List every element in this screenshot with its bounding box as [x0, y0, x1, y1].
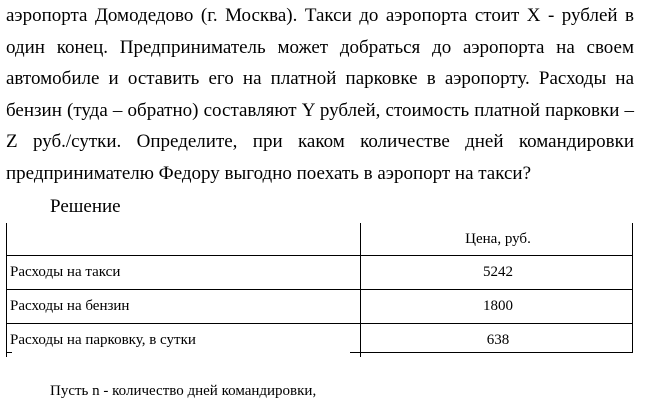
- paragraph-line: предпринимателю Федору выгодно поехать в аэропорт на такси?: [6, 162, 532, 184]
- paragraph-line: бензин (туда – обратно) составляют Y рублей, стоимость платной парковки –: [6, 99, 634, 121]
- table-right-border: [632, 223, 633, 352]
- table-header-row: [7, 223, 633, 256]
- table-row: [7, 290, 633, 324]
- paragraph-line: один конец. Предприниматель может добраться до аэропорта на своем: [6, 36, 634, 58]
- row-value: 5242: [361, 256, 633, 290]
- row-label: Расходы на парковку, в сутки: [7, 324, 361, 358]
- row-label: Расходы на бензин: [7, 290, 361, 324]
- row-value: 1800: [361, 290, 633, 324]
- row-label: Расходы на такси: [7, 256, 361, 290]
- table-header-cell: Цена, руб.: [361, 223, 633, 256]
- row-value: 638: [361, 324, 633, 358]
- table-header-cell: [7, 223, 361, 256]
- table-bottom-border: [350, 352, 633, 353]
- solution-heading: Решение: [50, 196, 121, 217]
- paragraph-line: аэропорта Домодедово (г. Москва). Такси до аэропорта стоит X - рублей в: [6, 5, 634, 26]
- paragraph-line: автомобиле и оставить его на платной парковке в аэропорту. Расходы на: [6, 68, 634, 90]
- problem-paragraph: [6, 0, 634, 190]
- table-bottom-border-left: [6, 352, 12, 353]
- paragraph-line: Z руб./сутки. Определите, при каком количестве дней командировки: [6, 131, 634, 153]
- footer-text: Пусть n - количество дней командировки,: [50, 383, 317, 399]
- cost-table: [6, 223, 632, 357]
- table-row: [7, 256, 633, 290]
